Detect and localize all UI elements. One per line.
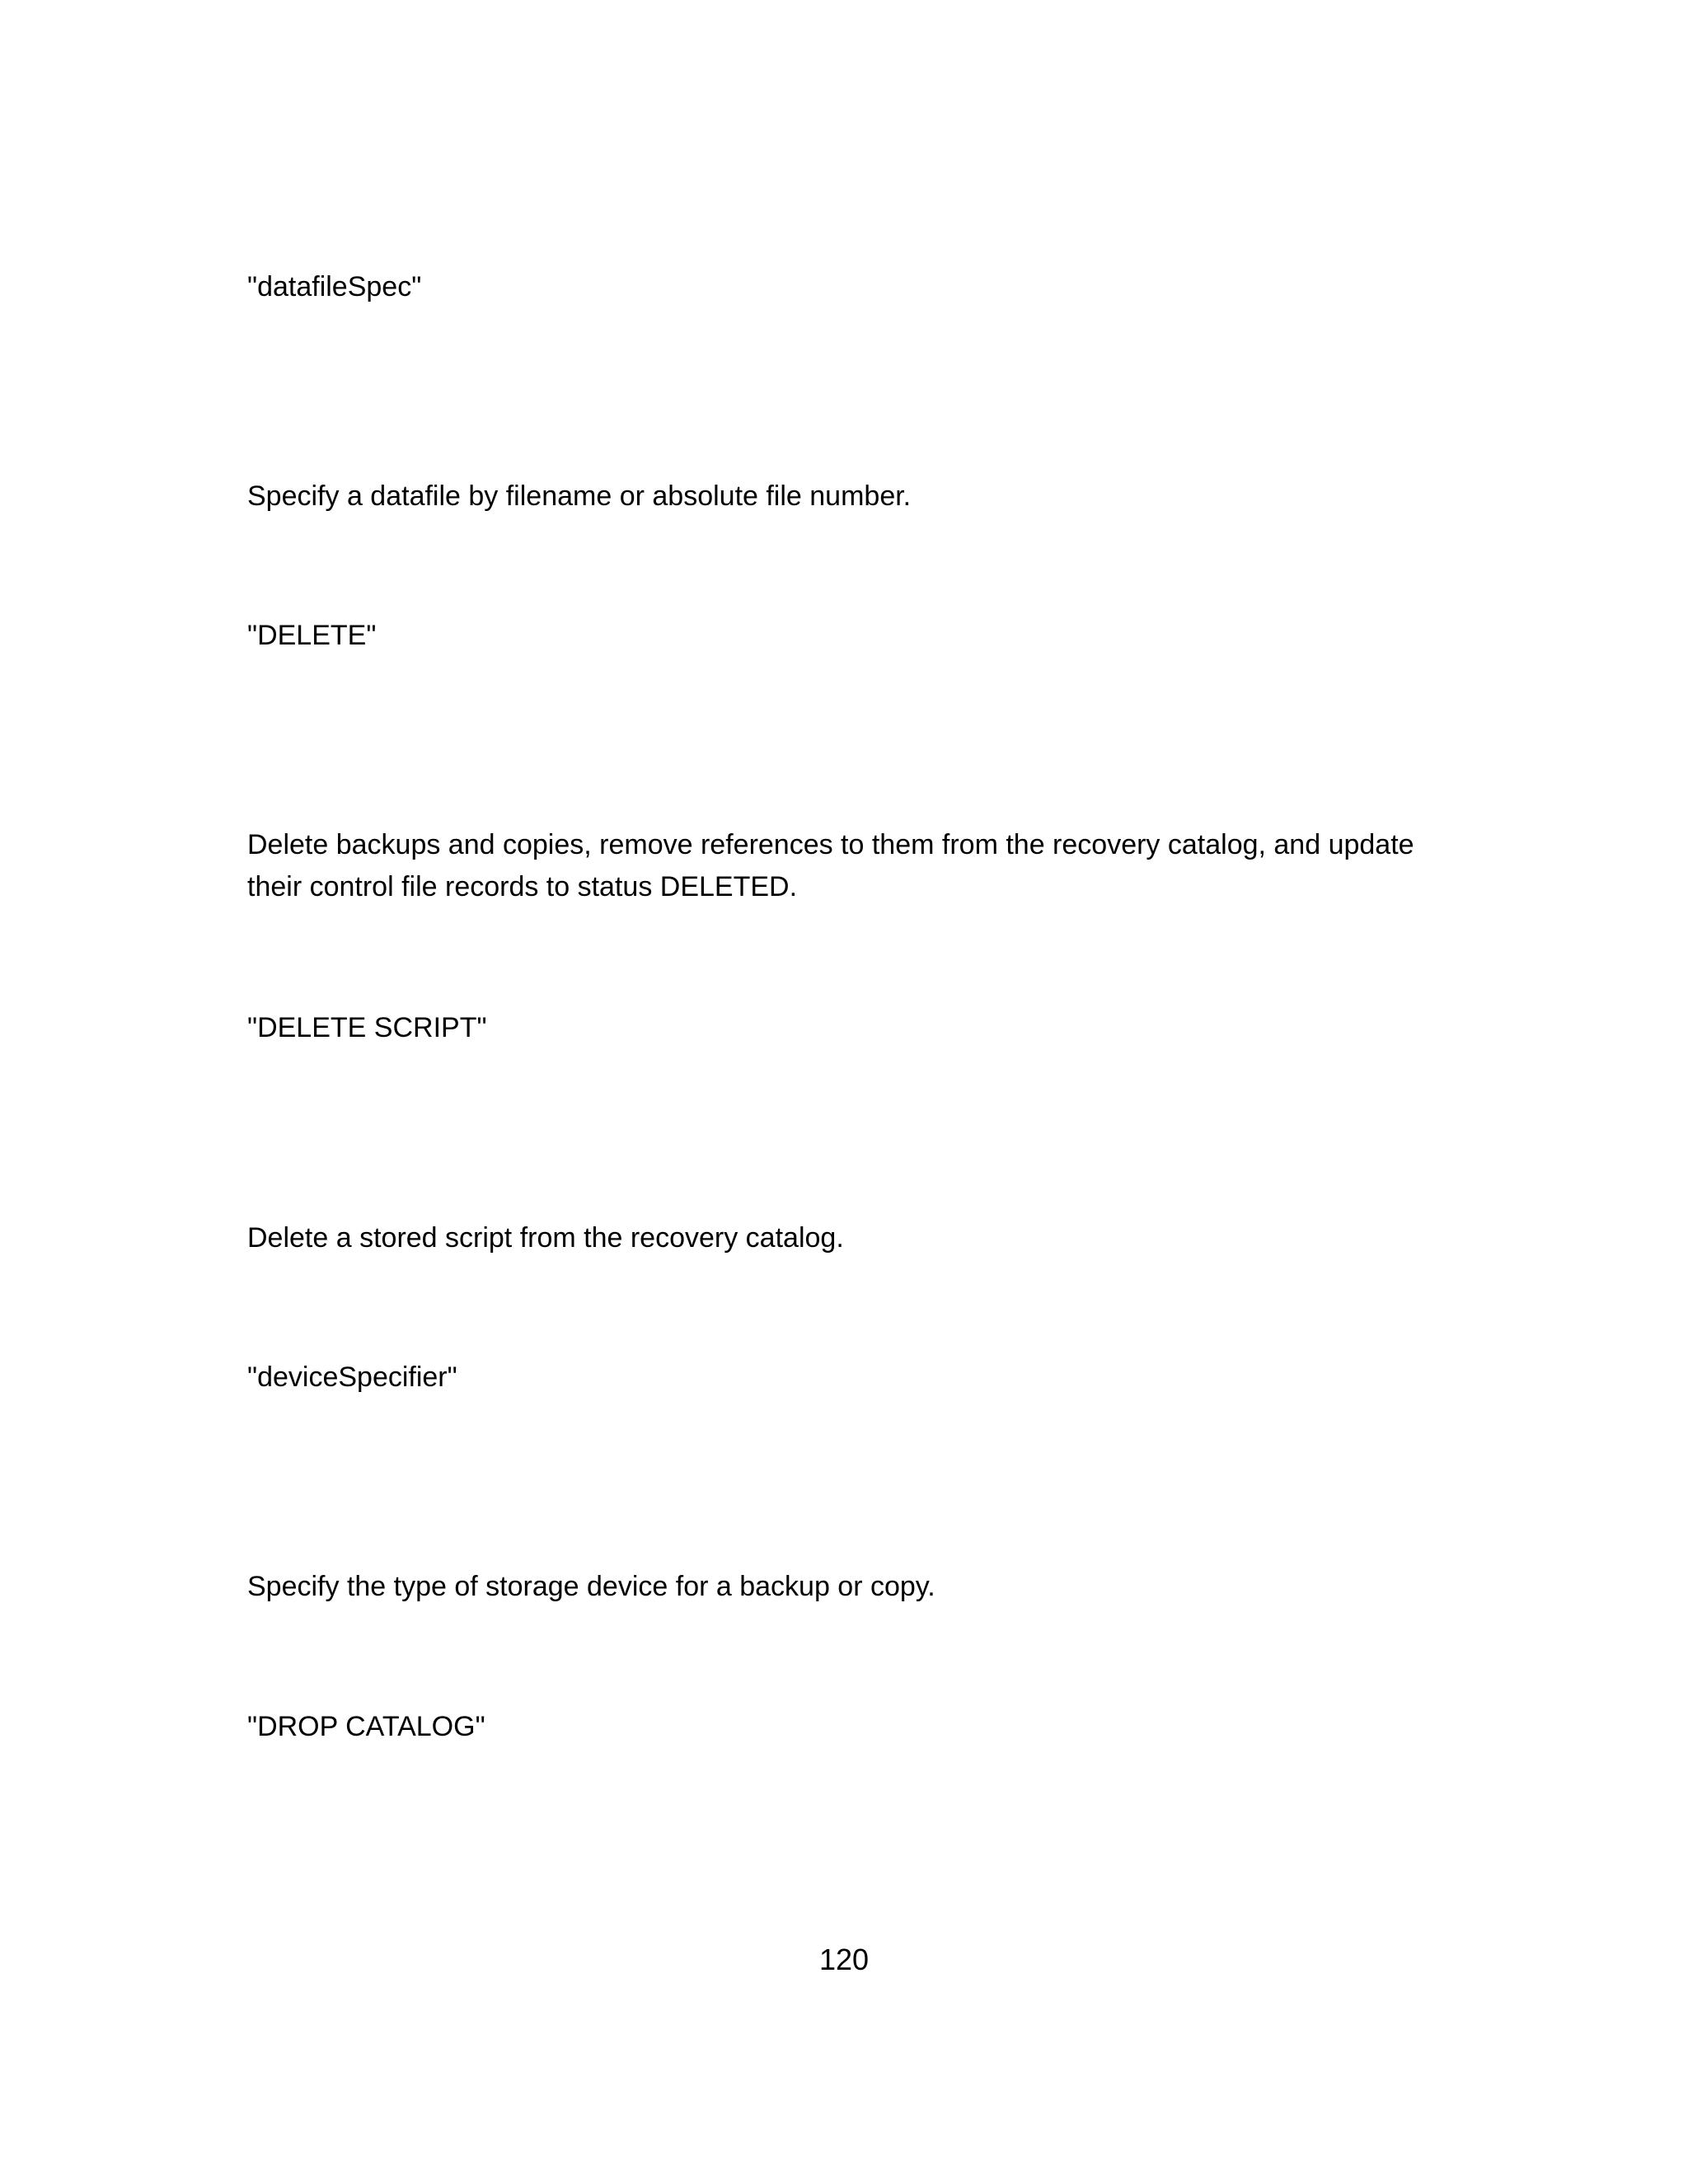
description-delete: Delete backups and copies, remove references to them from the recovery catalog, and update their control file records to status DELETED. (247, 829, 1414, 902)
description-datafilespec: Specify a datafile by filename or absolute file number. (247, 480, 912, 512)
term-drop-catalog: "DROP CATALOG" (247, 1711, 485, 1742)
term-delete: "DELETE" (247, 620, 377, 651)
term-devicespecifier: "deviceSpecifier" (247, 1361, 457, 1393)
page-number: 120 (818, 1943, 870, 1976)
description-devicespecifier: Specify the type of storage device for a backup or copy. (247, 1571, 935, 1602)
description-delete-script: Delete a stored script from the recovery catalog. (247, 1222, 844, 1254)
term-delete-script: "DELETE SCRIPT" (247, 1012, 487, 1043)
term-datafilespec: "datafileSpec" (247, 271, 422, 302)
